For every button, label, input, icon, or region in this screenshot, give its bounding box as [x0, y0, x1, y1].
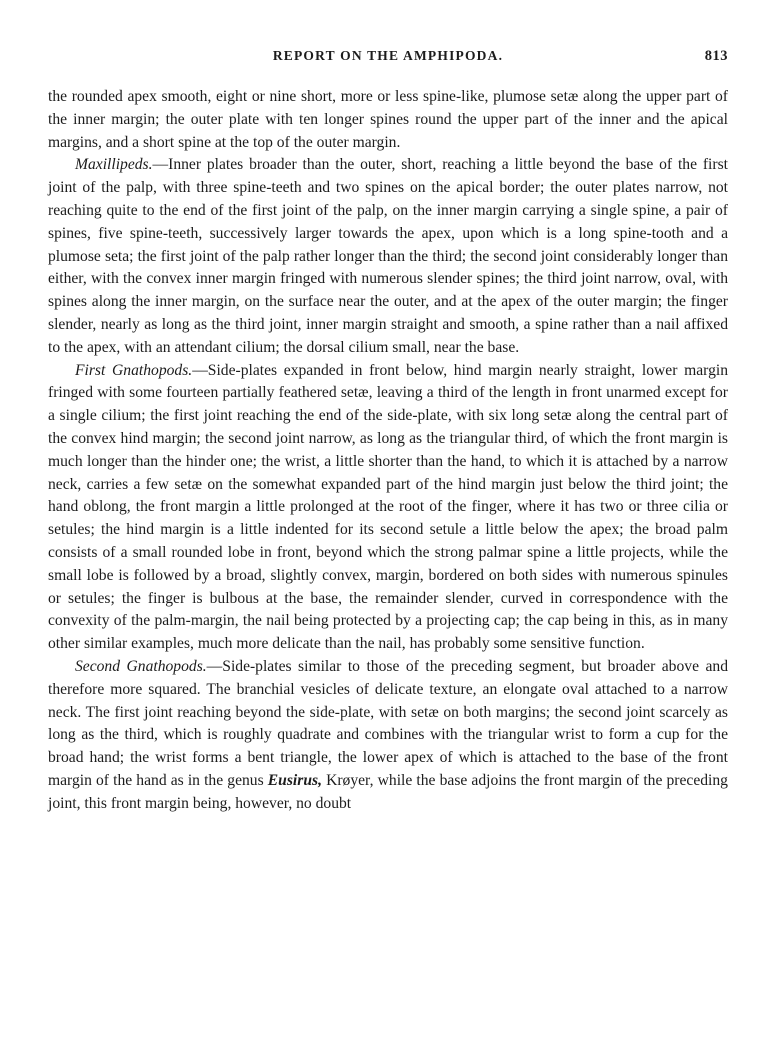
- section-heading-second-gnathopods: Second Gnathopods.: [75, 657, 207, 675]
- body-text: [48, 86, 728, 816]
- page: [48, 40, 728, 816]
- paragraph-continuation: [48, 86, 728, 154]
- paragraph-text: —Inner plates broader than the outer, short, reaching a little beyond the base of the first joint of the palp, with three spine-teeth and two spines on the apical border; the outer plates narrow, not reaching quite to the end of the first joint of the palp, on the inner margin carrying a single spine, a pair of spines, five spine-teeth, successively larger towards the apex, upon which is a long spine-tooth and a plumose seta; the first joint of the palp rather longer than the third; the second joint considerably longer than either, with the convex inner margin fringed with numerous slender spines; the third joint narrow, oval, with spines along the inner margin, on the surface near the outer, and at the apex of the outer margin; the finger slender, nearly as long as the third joint, inner margin straight and smooth, a spine rather than a nail affixed to the apex, with an attendant cilium; the dorsal cilium small, near the base.: [48, 156, 728, 356]
- paragraph-second-gnathopods: [48, 656, 728, 816]
- running-title: REPORT ON THE AMPHIPODA.: [272, 48, 504, 63]
- section-heading-first-gnathopods: First Gnathopods.: [75, 361, 193, 379]
- paragraph-text-end: Krøyer, while the base adjoins the front margin of the preceding joint, this front margin being, however, no doubt: [48, 771, 728, 812]
- paragraph-text: —Side-plates similar to those of the preceding segment, but broader above and therefore more squared. The branchial vesicles of delicate texture, an elongate oval attached to a narrow neck. The first joint reaching beyond the side-plate, with setæ on both margins; the second joint scarcely as long as the third, which is roughly quadrate and combines with the triangular wrist to form a cup for the broad hand; the wrist forms a bent triangle, the lower apex of which is attached to the base of the front margin of the hand as in the genus: [48, 657, 728, 789]
- genus-name: Eusirus,: [267, 771, 322, 789]
- page-number: 813: [704, 48, 728, 64]
- paragraph-first-gnathopods: [48, 360, 728, 656]
- paragraph-text: the rounded apex smooth, eight or nine short, more or less spine-like, plumose setæ along the upper part of the inner margin; the outer plate with ten longer spines round the upper part of the inner and the apical margins, and a short spine at the top of the outer margin.: [48, 88, 728, 151]
- running-head: [48, 40, 728, 70]
- section-heading-maxillipeds: Maxillipeds.: [75, 156, 153, 174]
- paragraph-maxillipeds: [48, 154, 728, 359]
- paragraph-text: —Side-plates expanded in front below, hind margin nearly straight, lower margin fringed with some fourteen partially feathered setæ, leaving a third of the length in front unarmed except for a single cilium; the first joint reaching the end of the side-plate, with six long setæ along the central part of the convex hind margin; the second joint narrow, as long as the triangular third, of which the front margin is much longer than the hinder one; the wrist, a little shorter than the hand, to which it is attached by a narrow neck, carries a few setæ on the somewhat expanded part of the hind margin just below the third joint; the hand oblong, the front margin a little prolonged at the root of the finger, where it has two or three cilia or setules; the hind margin is a little indented for its second setule a little below the apex; the broad palm consists of a small rounded lobe in front, beyond which the strong palmar spine a little projects, while the small lobe is followed by a broad, slightly convex, margin, bordered on both sides with numerous spinules or setules; the finger is bulbous at the base, the remainder slender, curved in correspondence with the convexity of the palm-margin, the nail being protected by a projecting cap; the cap being in this, as in many other similar examples, much more delicate than the nail, has probably some sensitive function.: [48, 361, 728, 653]
